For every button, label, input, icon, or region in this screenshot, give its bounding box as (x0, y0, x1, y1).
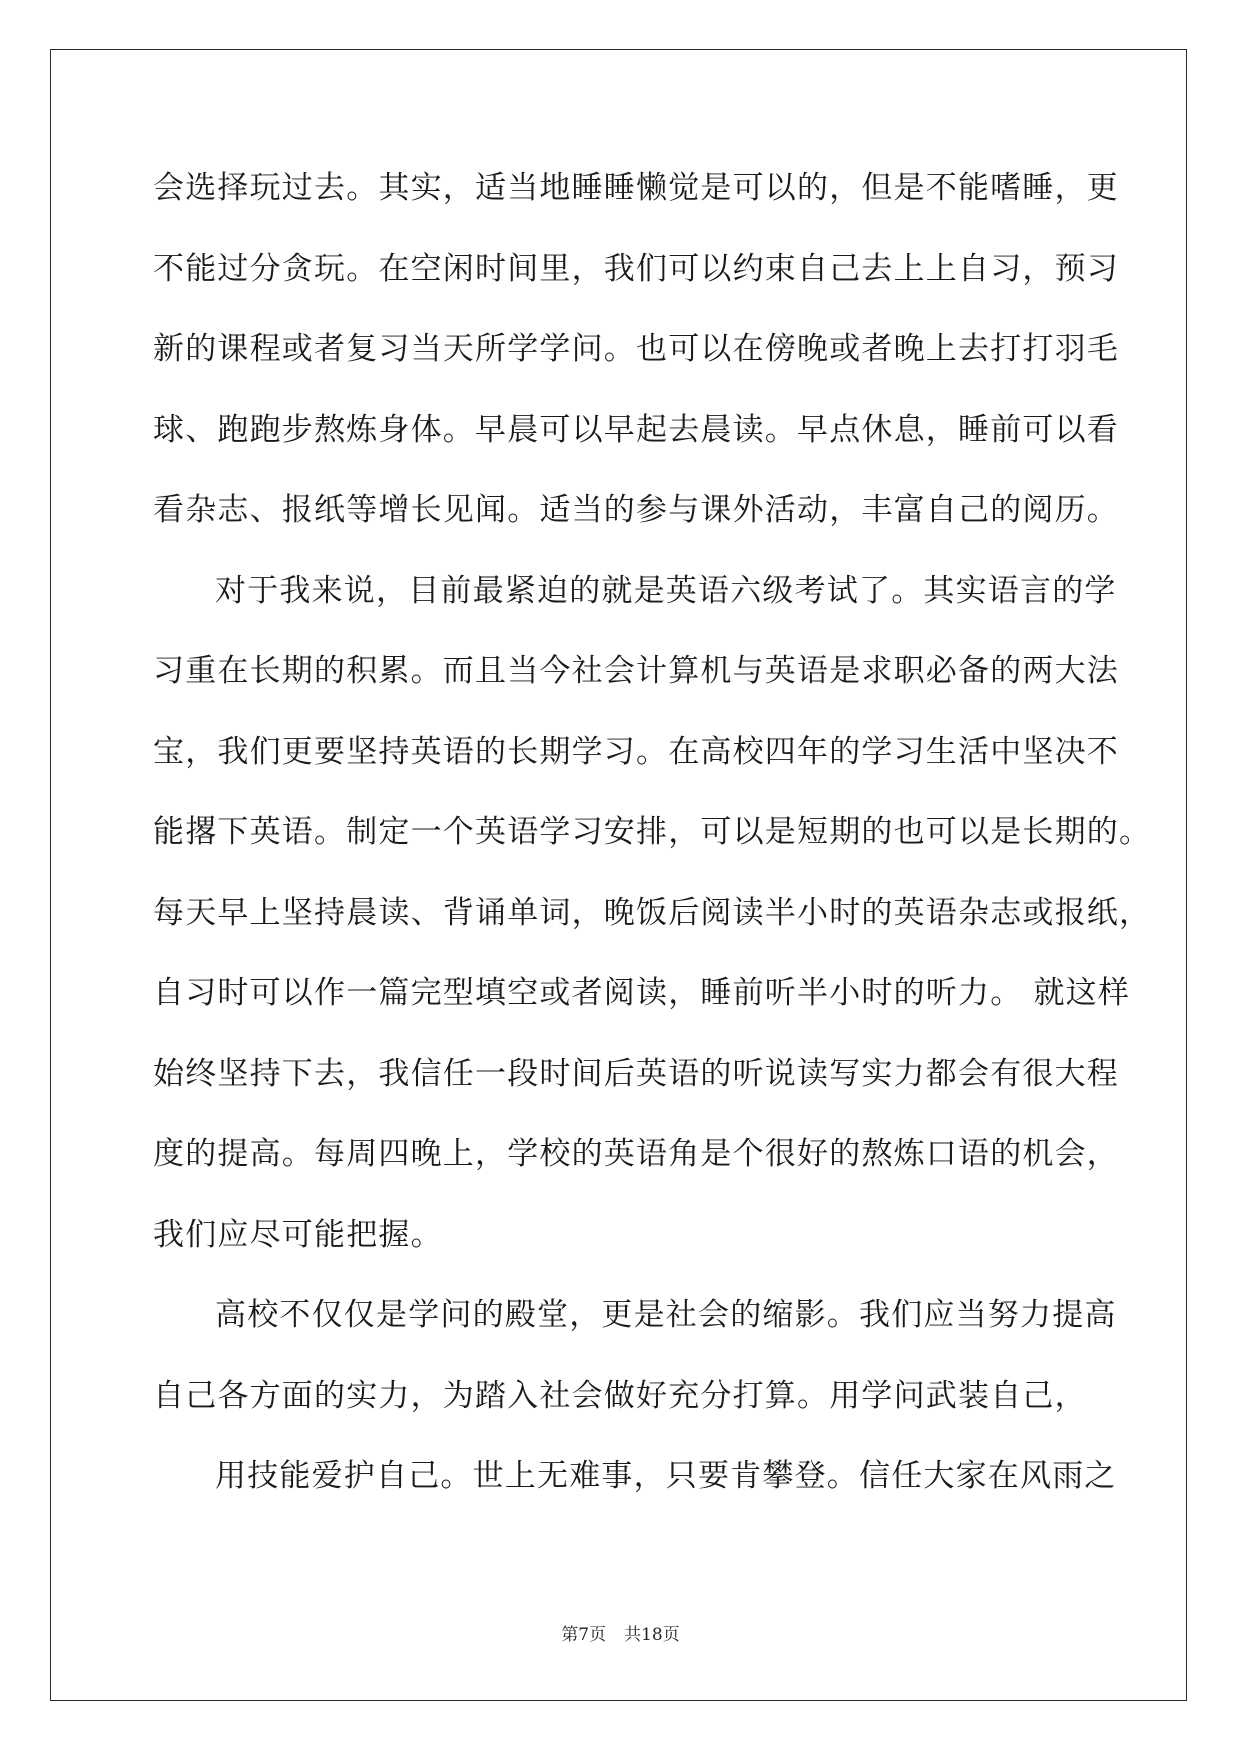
text-line: 宝，我们更要坚持英语的长期学习。在高校四年的学习生活中坚决不 (153, 733, 1119, 770)
text-line: 自己各方面的实力，为踏入社会做好充分打算。用学问武装自己， (153, 1377, 1087, 1414)
text-line: 用技能爱护自己。世上无难事，只要肯攀登。信任大家在风雨之 (215, 1458, 1117, 1494)
text-line: 看杂志、报纸等增长见闻。适当的参与课外活动，丰富自己的阅历。 (153, 492, 1119, 528)
text-line: 始终坚持下去，我信任一段时间后英语的听说读写实力都会有很大程 (153, 1055, 1119, 1092)
text-line: 高校不仅仅是学问的殿堂，更是社会的缩影。我们应当努力提高 (215, 1297, 1117, 1333)
text-line: 我们应尽可能把握。 (153, 1216, 443, 1253)
text-line: 球、跑跑步熬炼身体。早晨可以早起去晨读。早点休息，睡前可以看 (153, 411, 1119, 448)
text-line: 不能过分贪玩。在空闲时间里，我们可以约束自己去上上自习，预习 (153, 250, 1119, 287)
text-line: 自习时可以作一篇完型填空或者阅读，睡前听半小时的听力。 就这样 (153, 975, 1131, 1011)
page-footer (0, 1620, 1241, 1645)
text-line: 每天早上坚持晨读、背诵单词，晚饭后阅读半小时的英语杂志或报纸， (153, 894, 1152, 931)
text-line: 能撂下英语。制定一个英语学习安排，可以是短期的也可以是长期的。 (153, 814, 1152, 850)
text-line: 对于我来说，目前最紧迫的就是英语六级考试了。其实语言的学 (215, 572, 1117, 609)
text-line: 习重在长期的积累。而且当今社会计算机与英语是求职必备的两大法 (153, 653, 1119, 689)
text-line: 会选择玩过去。其实，适当地睡睡懒觉是可以的，但是不能嗜睡，更 (153, 170, 1119, 206)
text-line: 新的课程或者复习当天所学学问。也可以在傍晚或者晚上去打打羽毛 (153, 331, 1119, 367)
current-page-number: 第7页 (561, 1625, 607, 1645)
total-pages: 共18页 (624, 1625, 680, 1645)
document-body (153, 160, 1152, 1529)
text-line: 度的提高。每周四晚上，学校的英语角是个很好的熬炼口语的机会， (153, 1136, 1119, 1172)
